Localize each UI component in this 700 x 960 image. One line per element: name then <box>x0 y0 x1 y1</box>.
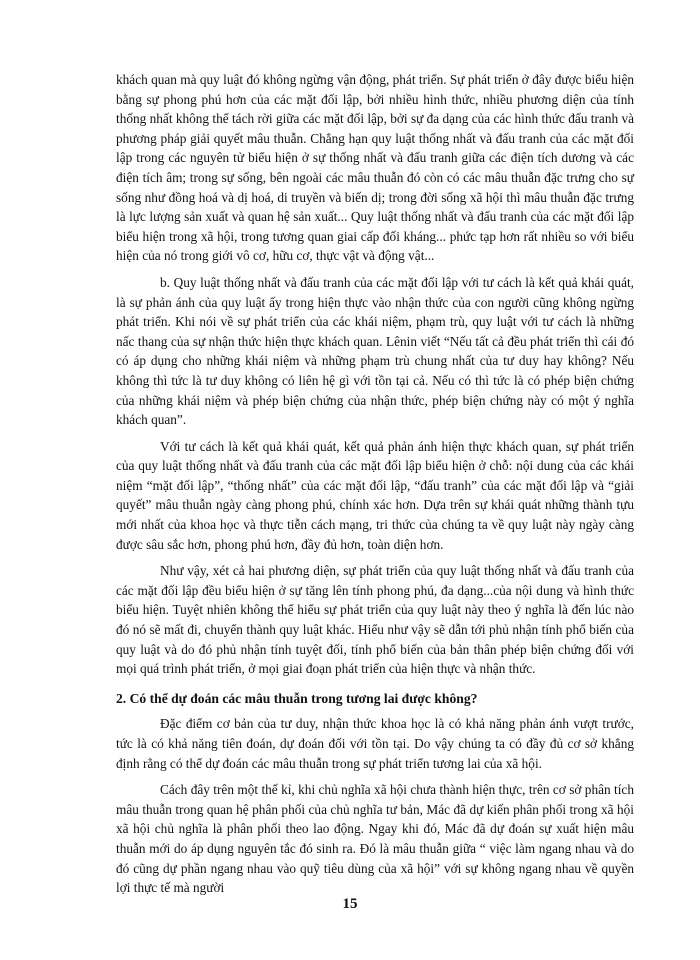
paragraph-reflection: Với tư cách là kết quả khái quát, kết quả phản ánh hiện thực khách quan, sự phát triển của quy luật thống nhất và đấu tranh của các mặt đối lập biểu hiện ở chỗ: nội dung của các khái niệm “mặt đối lập”, “thống nhất” của các mặt đối lập, “đấu tranh” của các mặt đối lập và “giải quyết” mâu thuẫn ngày càng phong phú, chính xác hơn. Dựa trên sự khái quát những thành tựu mới nhất của khoa học và thực tiễn cách mạng, tri thức của chúng ta về quy luật này ngày càng được sâu sắc hơn, phong phú hơn, đầy đủ hơn, toàn diện hơn. <box>116 438 634 552</box>
paragraph-conclusion: Như vậy, xét cả hai phương diện, sự phát triển của quy luật thống nhất và đấu tranh của các mặt đối lập đều biểu hiện ở sự tăng lên tính phong phú, đa dạng...của nội dung và hình thức biểu hiện. Tuyệt nhiên không thể hiểu sự phát triển của quy luật này theo ý nghĩa là đến lúc nào đó nó sẽ mất đi, chuyển thành quy luật khác. Hiểu như vậy sẽ dẫn tới phủ nhận tính phổ biến của quy luật và do đó phủ nhận tính tuyệt đối, tính phổ biến của bản thân phép biện chứng đối với mọi quá trình phát triển, ở mọi giai đoạn phát triển của hiện thực và nhận thức. <box>116 563 634 677</box>
document-page <box>116 70 634 898</box>
paragraph-prediction: Đặc điểm cơ bản của tư duy, nhận thức khoa học là có khả năng phản ánh vượt trước, tức là có khả năng tiên đoán, dự đoán đối với tồn tại. Do vậy chúng ta có đầy đủ cơ sở khẳng định rằng có thể dự đoán các mâu thuẫn trong sự phát triển tương lai của xã hội. <box>116 716 634 771</box>
page-number: 15 <box>342 896 358 912</box>
paragraph-b: b. Quy luật thống nhất và đấu tranh của các mặt đối lập với tư cách là kết quả khái quát, là sự phản ánh của quy luật ấy trong hiện thực vào nhận thức của con người cũng không ngừng phát triển. Khi nói về sự phát triển của các khái niệm, phạm trù, quy luật với tư cách là những nấc thang của sự nhận thức hiện thực khách quan. Lênin viết “Nếu tất cả đều phát triển thì cái đó có áp dụng cho những khái niệm và những phạm trù chung nhất của tư duy hay không? Nếu không thì tức là tư duy không có liên hệ gì với tồn tại cả. Nếu có thì tức là có phép biện chứng của những khái niệm và phép biện chứng của nhận thức, phép biện chứng này có một ý nghĩa khách quan”. <box>116 274 634 428</box>
section-heading: 2. Có thể dự đoán các mâu thuẫn trong tương lai được không? <box>116 690 478 706</box>
paragraph-continuation: khách quan mà quy luật đó không ngừng vận động, phát triển. Sự phát triển ở đây được biểu hiện bằng sự phong phú hơn của các mặt đối lập, bởi nhiều hình thức, nhiều phương diện của tính thống nhất không thể tách rời giữa các mặt đối lập, bởi sự đa dạng của các hình thức đấu tranh và phương pháp giải quyết mâu thuẫn. Chẳng hạn quy luật thống nhất và đấu tranh của các mặt đối lập trong các nguyên tử biểu hiện ở sự thống nhất và đấu tranh giữa các điện tích dương và các điện tích âm; trong sự sống, bên ngoài các mâu thuẫn đó còn có các mâu thuẫn đặc trưng cho sự sống như đồng hoá và dị hoá, di truyền và biến dị; trong đời sống xã hội thì mâu thuẫn đặc trưng là lực lượng sản xuất và quan hệ sản xuất... Quy luật thống nhất và đấu tranh của các mặt đối lập biểu hiện trong xã hội, trong tương quan giai cấp đối kháng... phức tạp hơn rất nhiều so với biểu hiện của nó trong giới vô cơ, hữu cơ, thực vật và động vật... <box>116 72 634 264</box>
paragraph-marx: Cách đây trên một thế kỉ, khi chủ nghĩa xã hội chưa thành hiện thực, trên cơ sở phân tích mâu thuẫn trong quan hệ phân phối của chủ nghĩa tư bản, Mác đã dự kiến phân phối trong xã hội xã hội chủ nghĩa là phân phối theo lao động. Ngay khi đó, Mác đã dự đoán sự xuất hiện mâu thuẫn mới do áp dụng nguyên tắc đó sinh ra. Đó là mâu thuẫn giữa “ việc làm ngang nhau và do đó cũng dự phần ngang nhau vào quỹ tiêu dùng của xã hội” với sự không ngang nhau về quyền lợi thực tế mà người <box>116 782 634 896</box>
